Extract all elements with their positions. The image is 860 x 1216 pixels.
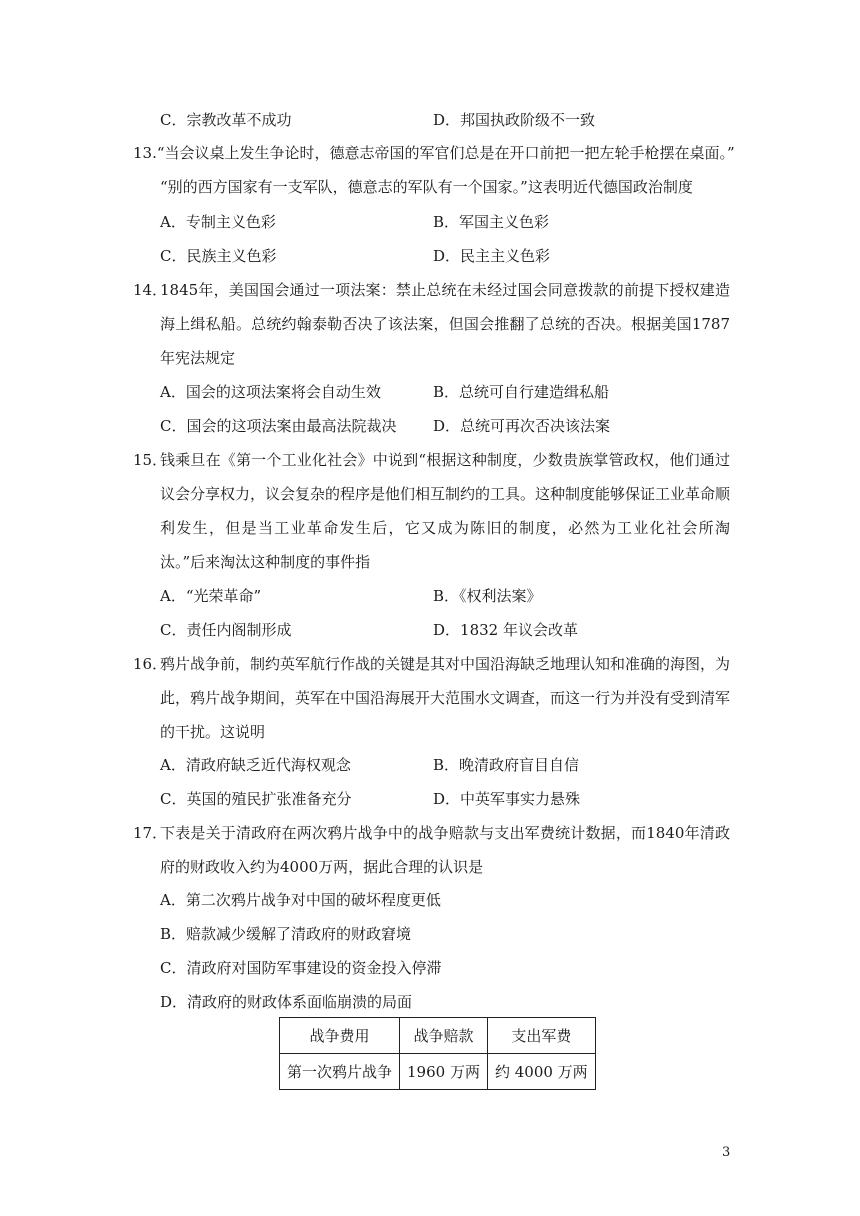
q13-option-b: B．军国主义色彩 — [433, 213, 550, 231]
q14-option-a: A．国会的这项法案将会自动生效 — [160, 383, 381, 401]
table-header-cell: 战争赔款 — [400, 1018, 488, 1054]
q15-option-d: D．1832 年议会改革 — [433, 621, 578, 639]
table-header-cell: 支出军费 — [487, 1018, 595, 1054]
table-cell: 1960 万两 — [400, 1054, 488, 1090]
q13-option-c: C．民族主义色彩 — [160, 247, 277, 265]
q17-stem: 下表是关于清政府在两次鸦片战争中的战争赔款与支出军费统计数据，而1840年清政府的财政收入约为4000万两，据此合理的认识是 — [160, 824, 730, 876]
page-number: 3 — [722, 1145, 731, 1160]
q14-number: 14． — [133, 281, 168, 299]
table-row — [280, 1054, 596, 1090]
q12-option-c: C．宗教改革不成功 — [160, 111, 292, 129]
q17-option-b: B．赔款减少缓解了清政府的财政窘境 — [160, 925, 412, 943]
q15-option-a: A．“光荣革命” — [160, 587, 262, 605]
q16-option-b: B．晚清政府盲目自信 — [433, 756, 580, 774]
table-cell: 约 4000 万两 — [487, 1054, 595, 1090]
war-cost-table — [279, 1017, 596, 1090]
q14-option-c: C．国会的这项法案由最高法院裁决 — [160, 417, 397, 435]
q16-option-a: A．清政府缺乏近代海权观念 — [160, 756, 351, 774]
q15-stem: 钱乘旦在《第一个工业化社会》中说到“根据这种制度，少数贵族掌管政权，他们通过议会分享权力，议会复杂的程序是他们相互制约的工具。这种制度能够保证工业革命顺利发生，但是当工业革命发生后，它又成为陈旧的制度，必然为工业化社会所淘汰。”后来淘汰这种制度的事件指 — [160, 451, 731, 571]
q16-option-c: C．英国的殖民扩张准备充分 — [160, 790, 352, 808]
table-header-row — [280, 1018, 596, 1054]
q13-option-d: D．民主主义色彩 — [433, 247, 551, 265]
q17-option-d: D．清政府的财政体系面临崩溃的局面 — [160, 993, 413, 1011]
q13-stem-line1: 13.“当会议桌上发生争论时，德意志帝国的军官们总是在开口前把一把左轮手枪摆在桌面。” — [133, 144, 735, 162]
q12-option-d: D．邦国执政阶级不一致 — [433, 111, 596, 129]
q17-option-c: C．清政府对国防军事建设的资金投入停滞 — [160, 959, 442, 977]
q16-stem: 鸦片战争前，制约英军航行作战的关键是其对中国沿海缺乏地理认知和准确的海图，为此，鸦片战争期间，英军在中国沿海展开大范围水文调查，而这一行为并没有受到清军的干扰。这说明 — [160, 655, 731, 741]
q15-number: 15． — [133, 451, 168, 469]
q13-stem-line2: “别的西方国家有一支军队，德意志的军队有一个国家。”这表明近代德国政治制度 — [160, 178, 693, 196]
q14-stem: 1845年，美国国会通过一项法案：禁止总统在未经过国会同意拨款的前提下授权建造海上缉私船。总统约翰泰勒否决了该法案，但国会推翻了总统的否决。根据美国1787年宪法规定 — [160, 281, 730, 367]
q17-number: 17． — [133, 824, 168, 842]
q16-number: 16． — [133, 655, 168, 673]
q16-option-d: D．中英军事实力悬殊 — [433, 790, 581, 808]
q13-option-a: A．专制主义色彩 — [160, 213, 276, 231]
q15-option-b: B．《权利法案》 — [433, 587, 542, 605]
q14-option-d: D．总统可再次否决该法案 — [433, 417, 611, 435]
q15-option-c: C．责任内阁制形成 — [160, 621, 292, 639]
table-cell: 第一次鸦片战争 — [280, 1054, 400, 1090]
q17-option-a: A．第二次鸦片战争对中国的破坏程度更低 — [160, 891, 441, 909]
q14-option-b: B．总统可自行建造缉私船 — [433, 383, 610, 401]
table-header-cell: 战争费用 — [280, 1018, 400, 1054]
